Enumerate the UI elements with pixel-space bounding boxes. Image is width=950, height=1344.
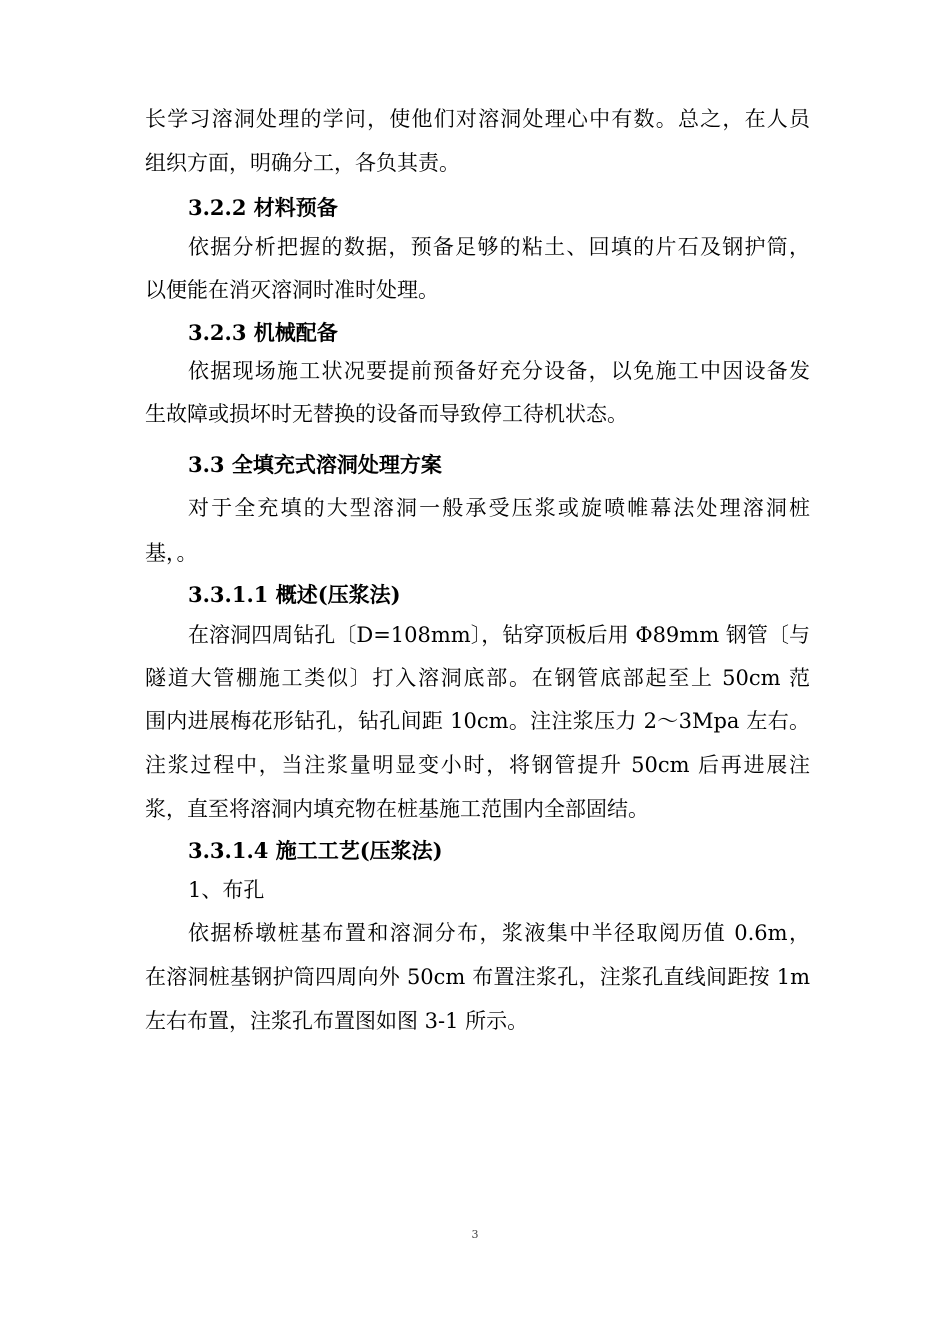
list-item-label: 1、布孔 (188, 878, 265, 902)
paragraph-line: 生故障或损坏时无替换的设备而导致停工待机状态。 (145, 402, 628, 426)
section-heading: 3.2.2 材料预备 (188, 195, 338, 220)
paragraph-line: 基，。 (145, 541, 198, 565)
paragraph-line: 浆，直至将溶洞内填充物在桩基施工范围内全部固结。 (145, 797, 649, 821)
paragraph-line: 依据分析把握的数据，预备足够的粘土、回填的片石及钢护筒， (188, 235, 810, 259)
section-heading: 3.3.1.4 施工工艺(压浆法) (188, 838, 443, 863)
section-heading: 3.3 全填充式溶洞处理方案 (188, 452, 442, 477)
paragraph-line: 隧道大管棚施工类似〕打入溶洞底部。在钢管底部起至上 50cm 范 (145, 666, 810, 690)
paragraph-line: 依据桥墩桩基布置和溶洞分布，浆液集中半径取阅历值 0.6m， (188, 921, 810, 945)
section-heading: 3.2.3 机械配备 (188, 320, 338, 345)
paragraph-line: 围内进展梅花形钻孔，钻孔间距 10cm。注注浆压力 2～3Mpa 左右。 (145, 709, 810, 733)
paragraph-line: 在溶洞桩基钢护筒四周向外 50cm 布置注浆孔，注浆孔直线间距按 1m (145, 965, 810, 989)
paragraph-line: 对于全充填的大型溶洞一般承受压浆或旋喷帷幕法处理溶洞桩 (188, 496, 810, 520)
paragraph-line: 在溶洞四周钻孔〔D=108mm〕，钻穿顶板后用 Φ89mm 钢管〔与 (188, 623, 810, 647)
paragraph-line: 以便能在消灭溶洞时准时处理。 (145, 278, 439, 302)
paragraph-line: 组织方面，明确分工，各负其责。 (145, 151, 460, 175)
paragraph-line: 长学习溶洞处理的学问，使他们对溶洞处理心中有数。总之，在人员 (145, 107, 810, 131)
section-heading: 3.3.1.1 概述(压浆法) (188, 582, 401, 607)
page-number: 3 (471, 1228, 479, 1241)
paragraph-line: 注浆过程中，当注浆量明显变小时，将钢管提升 50cm 后再进展注 (145, 753, 810, 777)
paragraph-line: 左右布置，注浆孔布置图如图 3-1 所示。 (145, 1009, 529, 1033)
paragraph-line: 依据现场施工状况要提前预备好充分设备，以免施工中因设备发 (188, 359, 810, 383)
